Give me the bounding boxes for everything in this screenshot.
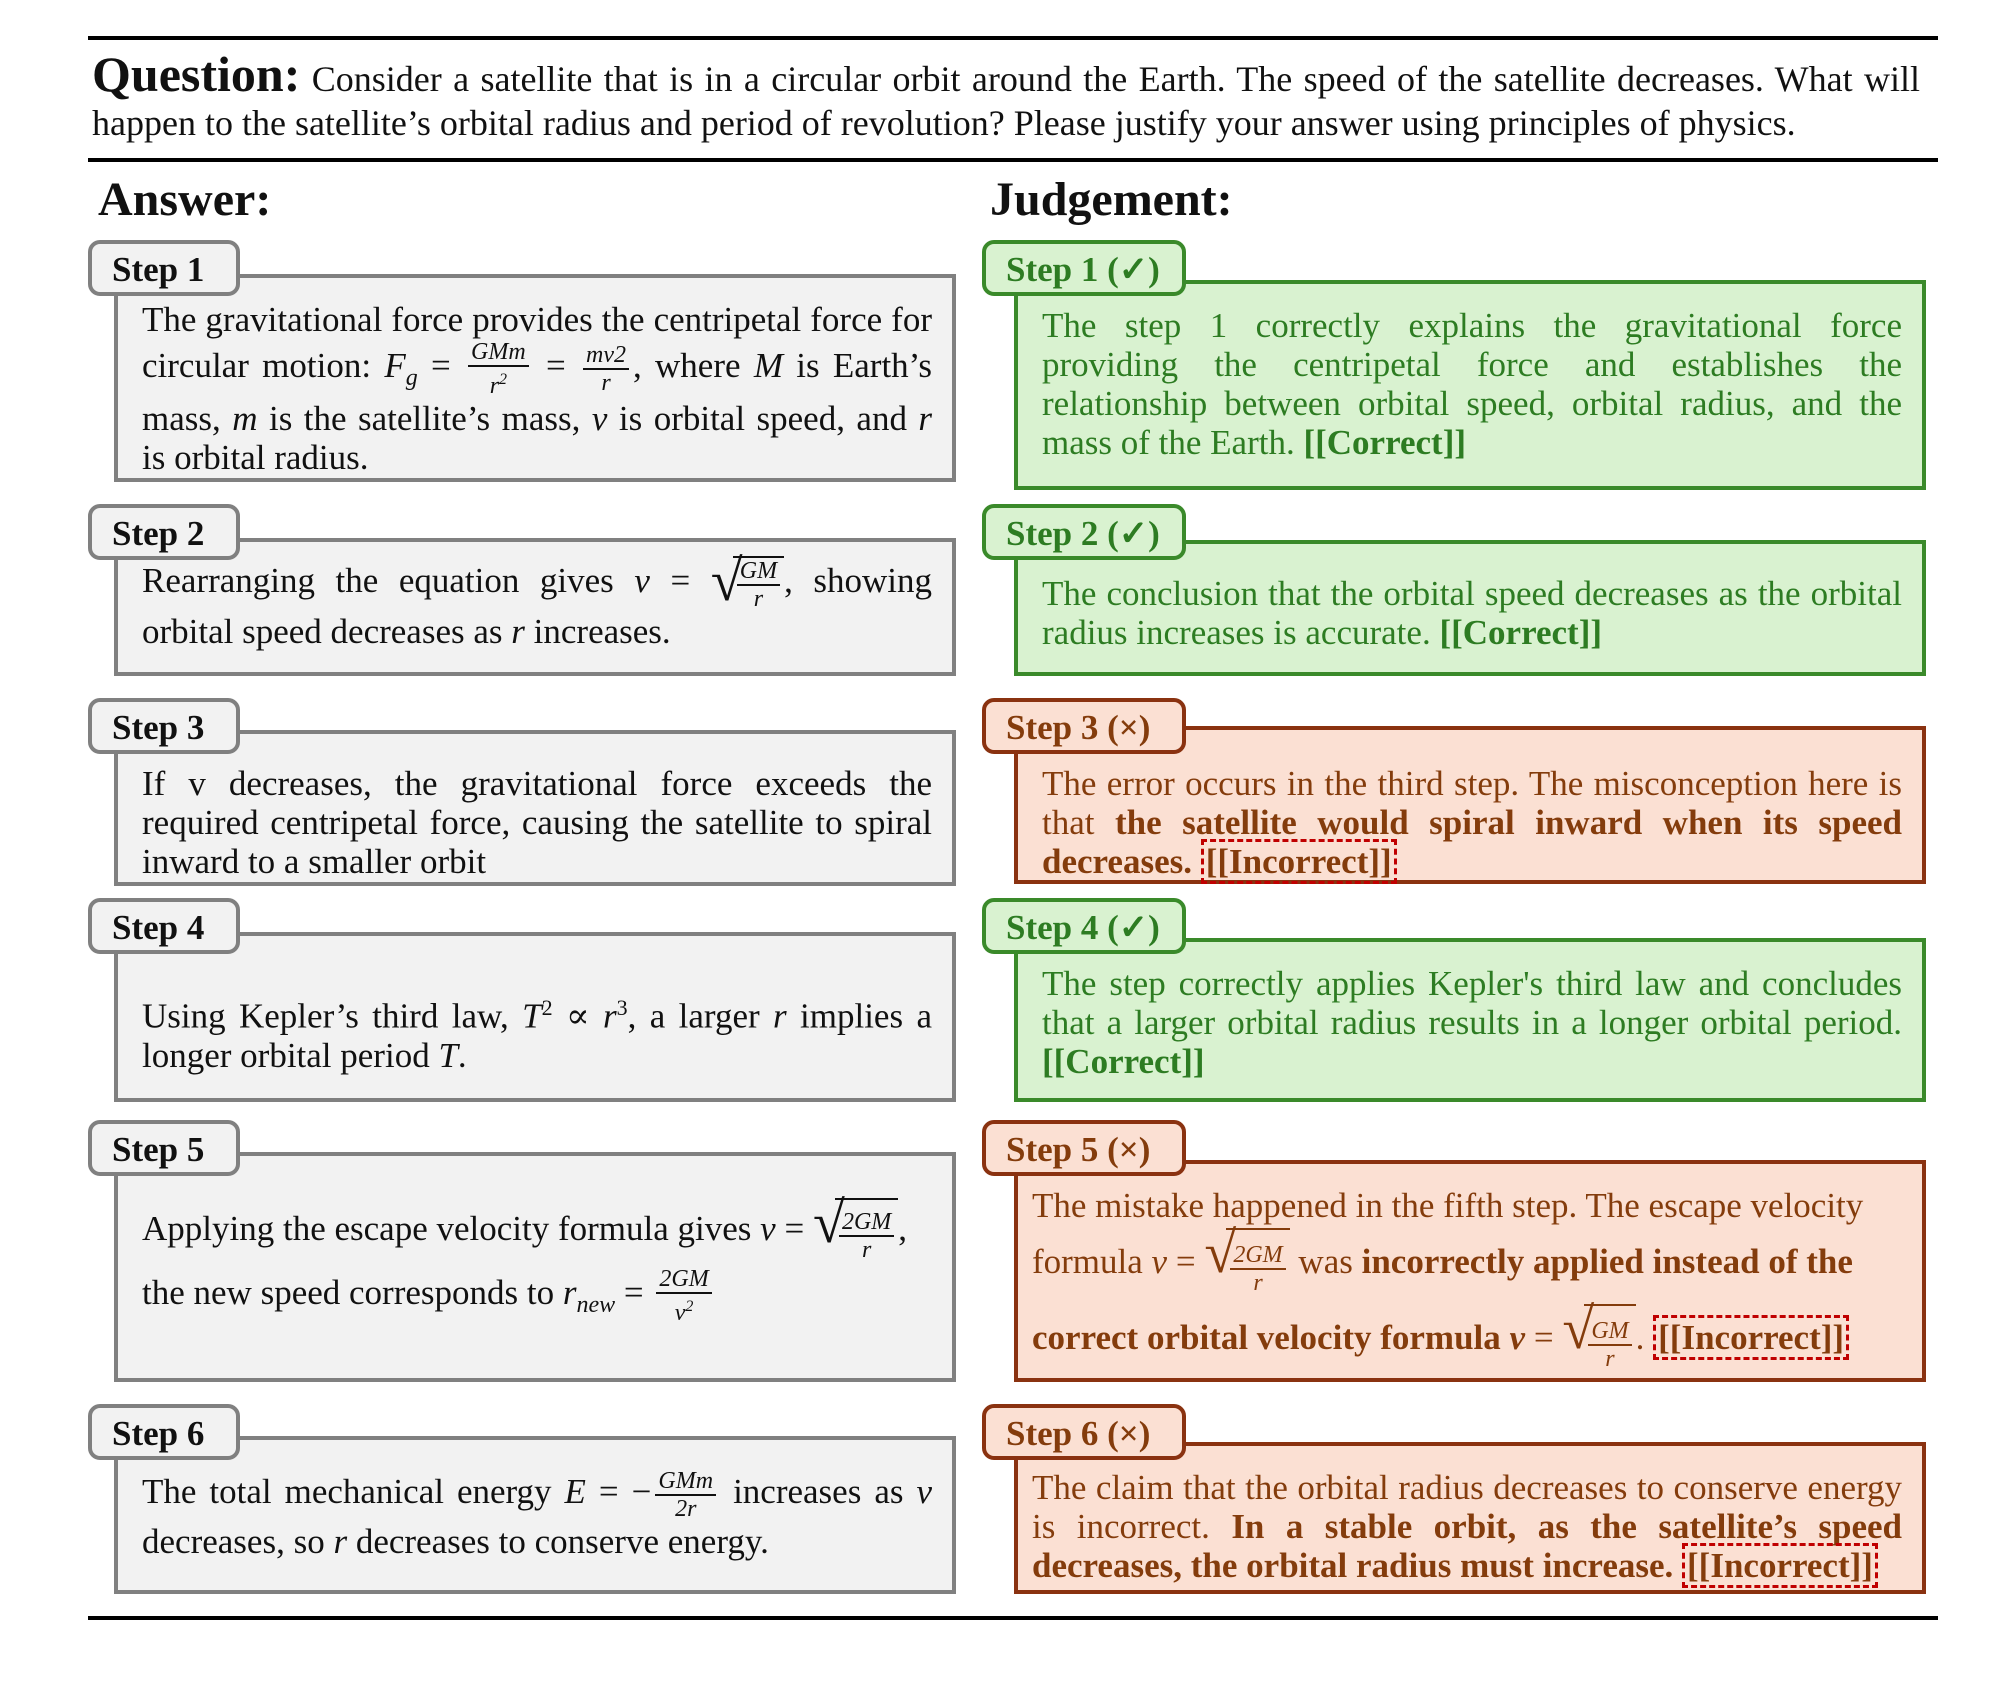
question-text: Consider a satellite that is in a circular orbit around the Earth. The speed of the satellite decreases. What will happen to the satellite’s orbital radius and period of revolution? Please justify your answer using principles of physics. (92, 59, 1920, 143)
answer-step-5-tab: Step 5 (88, 1120, 240, 1176)
answer-step-3-tab: Step 3 (88, 698, 240, 754)
judgement-step-3-tab: Step 3 (×) (982, 698, 1186, 754)
judgement-step-4-box (1014, 938, 1926, 1102)
judgement-step-5-box: The mistake happened in the fifth step. The escape velocity formula v = √ $\frac{2GM}{r}$ was incorrectly applied instead of the correct orbital velocity formula v = √ $\frac{GM}{r}$ . [[Incorrect]] (1014, 1160, 1926, 1382)
answer-step-4-tab: Step 4 (88, 898, 240, 954)
judgement-step-5-tag: [[Incorrect]] (1653, 1315, 1849, 1360)
judgement-step-6-text: The claim that the orbital radius decreases to conserve energy is incorrect. (1032, 1468, 1902, 1546)
answer-title: Answer: (98, 173, 272, 226)
judgement-step-2-text: The conclusion that the orbital speed decreases as the orbital radius increases is accurate. (1042, 574, 1902, 652)
top-rule (88, 36, 1938, 40)
question-rule (88, 158, 1938, 162)
judgement-step-6-tab: Step 6 (×) (982, 1404, 1186, 1460)
judgement-step-5-text: The mistake happened in the fifth step. The escape velocity (1032, 1186, 1864, 1225)
bottom-rule (88, 1616, 1938, 1620)
answer-step-4-box: Using Kepler’s third law, $T^2 \propto r^3$, a larger r implies a longer orbital period T. (114, 932, 956, 1102)
judgement-step-2-tab: Step 2 (✓) (982, 504, 1186, 560)
answer-step-6-box: The total mechanical energy E = − $\frac{\text{GMm}}{2r}$ increases as v decreases, so r decreases to conserve energy. (114, 1436, 956, 1594)
judgement-step-5-tab: Step 5 (×) (982, 1120, 1186, 1176)
answer-step-1-box: The gravitational force provides the centripetal force for circular motion: $F_g$ = $\frac{\text{GMm}}{r^2}$ = $\frac{mv2}{r}$ , where M is Earth’s mass, m is the satellite’s mass, v is orbital speed, and r is orbital radius. (114, 274, 956, 482)
answer-step-6-tab: Step 6 (88, 1404, 240, 1460)
judgement-step-2-tag: [[Correct]] (1439, 613, 1603, 652)
judgement-step-1-tag: [[Correct]] (1303, 423, 1467, 462)
judgement-step-1-tab: Step 1 (✓) (982, 240, 1186, 296)
answer-step-1-tab: Step 1 (88, 240, 240, 296)
judgement-step-3-tag: [[Incorrect]] (1201, 839, 1397, 884)
judgement-step-6-bold: In a stable orbit, as the satellite’s speed decreases, the orbital radius must increase. (1032, 1507, 1903, 1585)
judgement-step-1-text: The step 1 correctly explains the gravitational force providing the centripetal force and establishes the relationship between orbital speed, orbital radius, and the mass of the Earth. (1042, 306, 1902, 462)
judgement-step-3-text: The error occurs in the third step. The misconception here is that (1042, 764, 1902, 842)
judgement-step-4-tab: Step 4 (✓) (982, 898, 1186, 954)
judgement-step-4-tag: [[Correct]] (1042, 1042, 1205, 1081)
question-block (92, 46, 1920, 145)
answer-step-5-box: Applying the escape velocity formula gives v = √ $\frac{2GM}{r}$ , the new speed corresponds to $r_{new}$ = $\frac{2GM}{v^2}$ (114, 1152, 956, 1382)
judgement-step-3-bold: the satellite would spiral inward when its speed decreases. (1042, 803, 1903, 881)
answer-step-2-box: Rearranging the equation gives v = √ $\frac{GM}{r}$ , showing orbital speed decreases as r increases. (114, 538, 956, 676)
judgement-step-6-box (1014, 1442, 1926, 1594)
answer-step-3-box: If v decreases, the gravitational force exceeds the required centripetal force, causing the satellite to spiral inward to a smaller orbit (114, 730, 956, 886)
answer-step-2-tab: Step 2 (88, 504, 240, 560)
judgement-step-2-box (1014, 540, 1926, 676)
judgement-step-6-tag: [[Incorrect]] (1682, 1543, 1878, 1588)
judgement-title: Judgement: (990, 173, 1233, 226)
judgement-step-4-text: The step correctly applies Kepler's third law and concludes that a larger orbital radius results in a longer orbital period. (1042, 964, 1902, 1042)
question-label: Question: (92, 46, 301, 102)
judgement-step-1-box (1014, 280, 1926, 490)
